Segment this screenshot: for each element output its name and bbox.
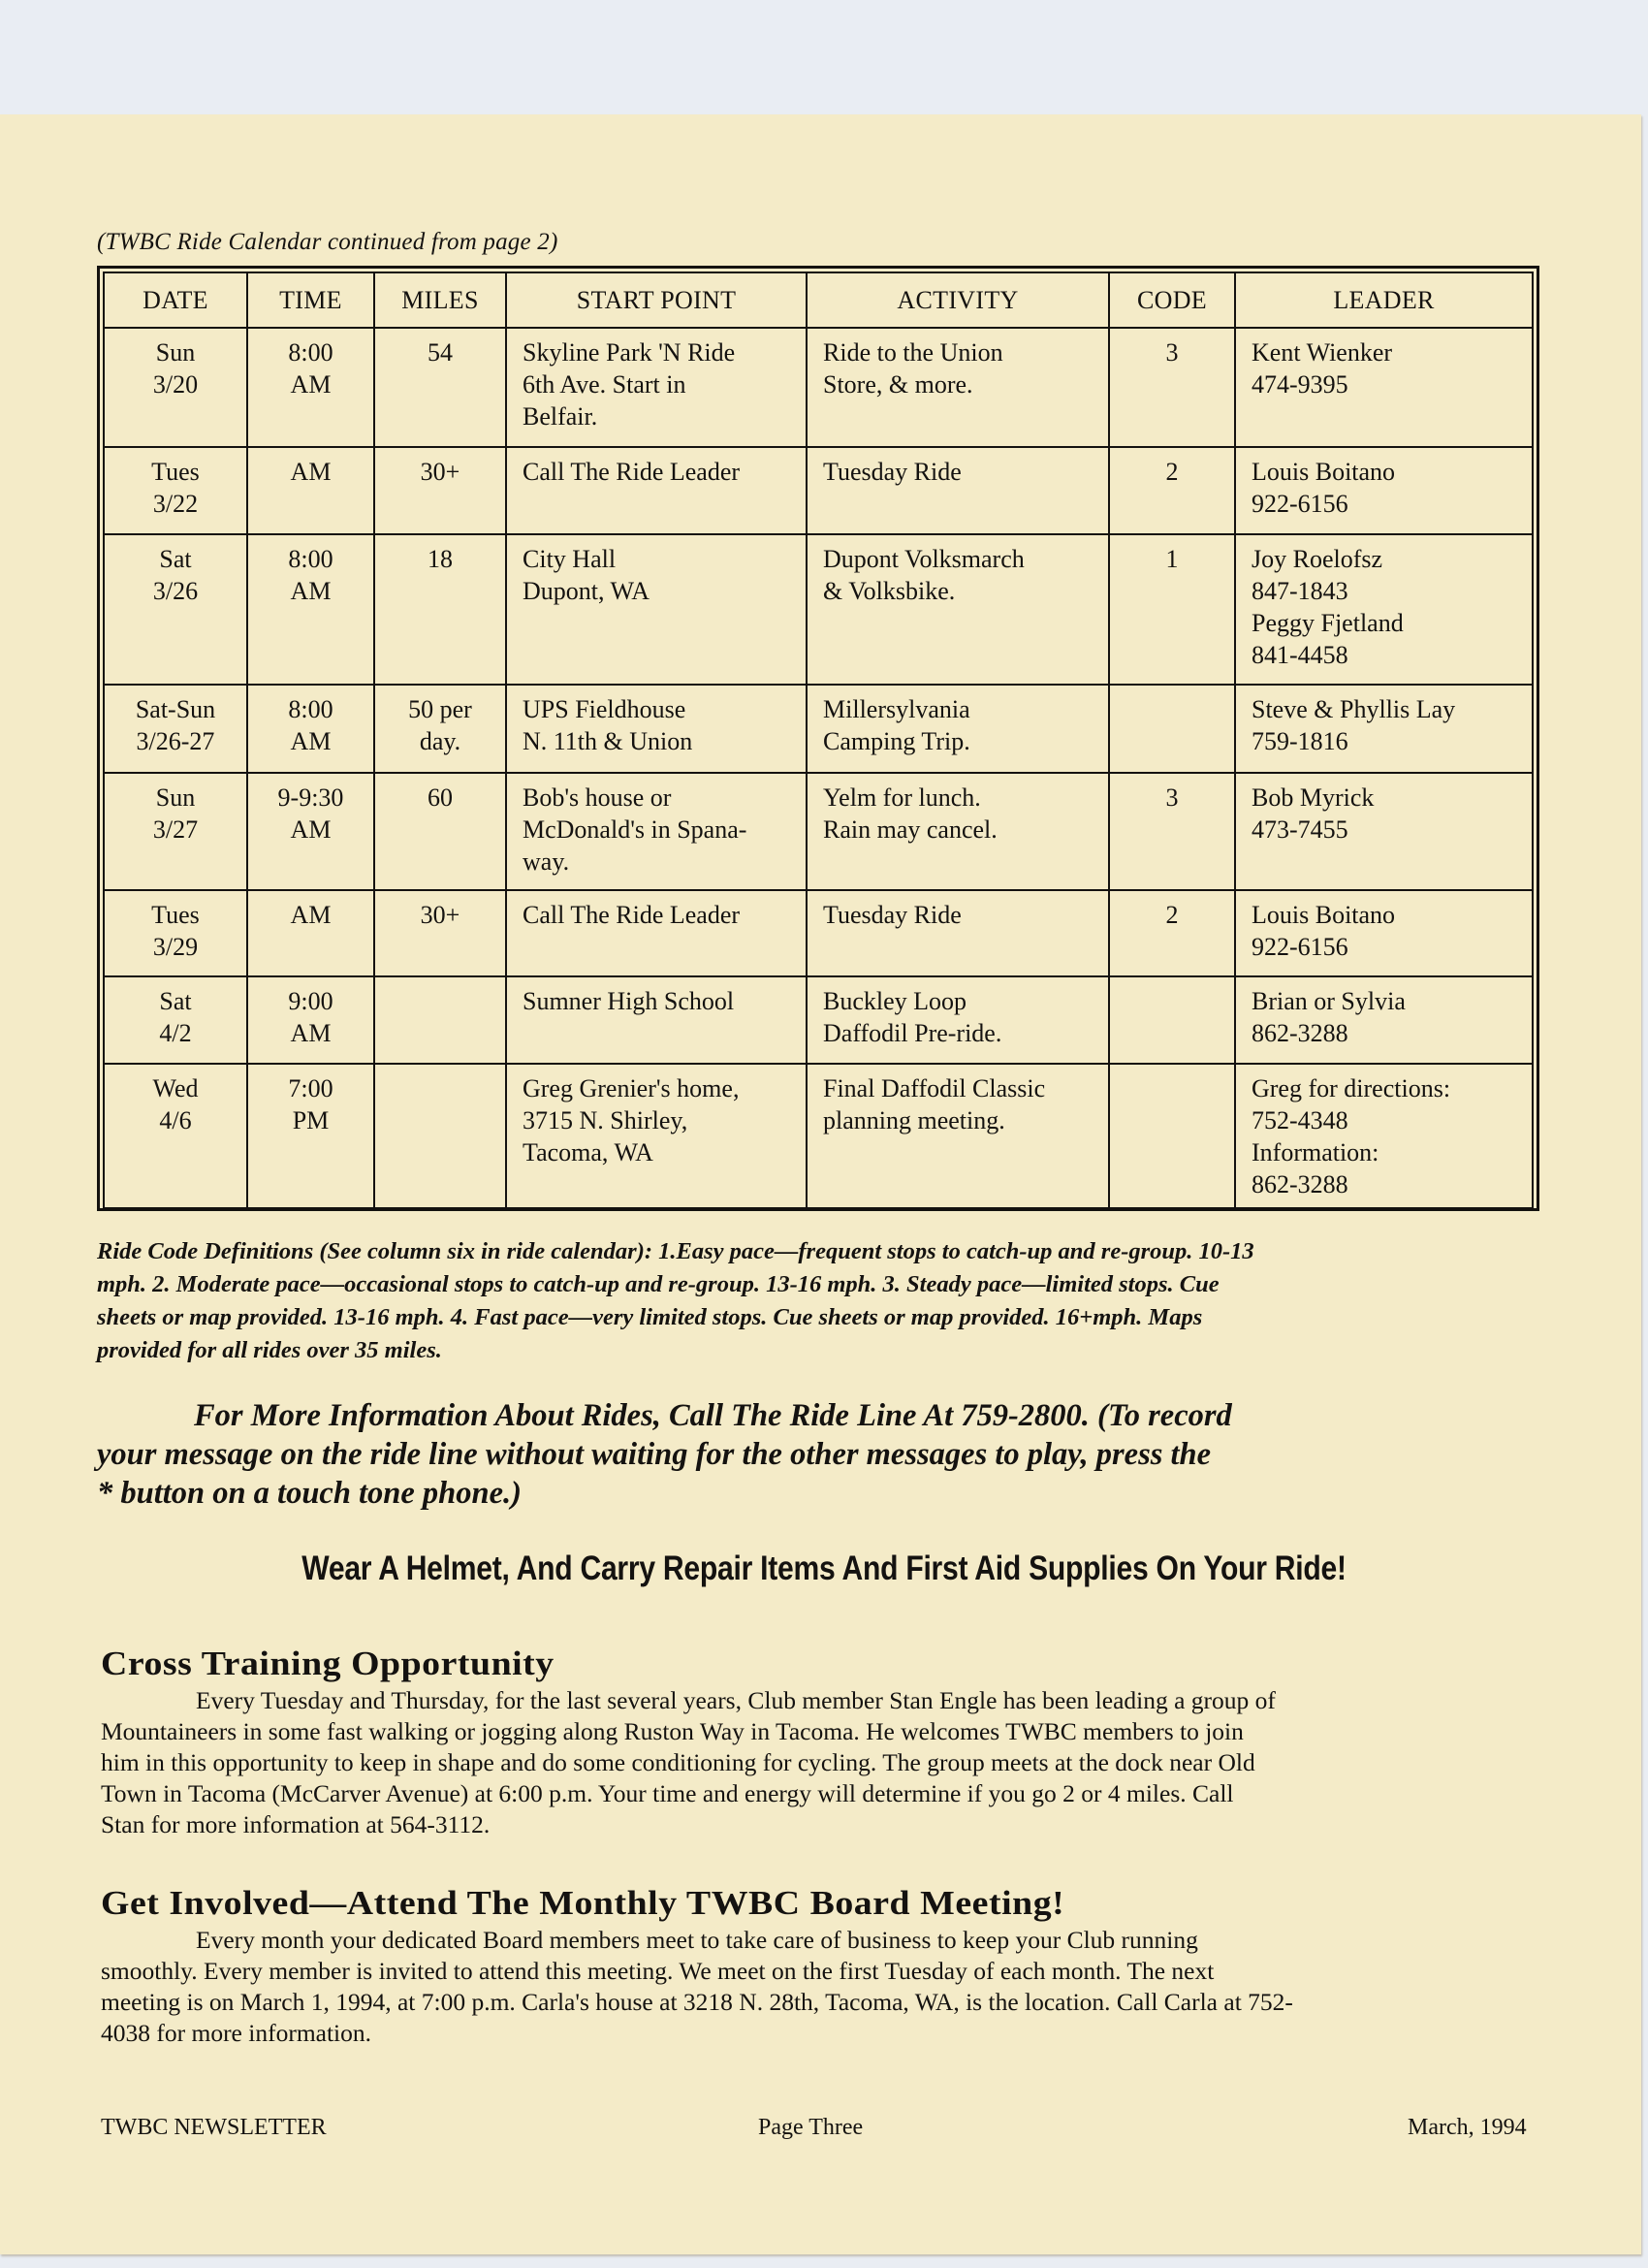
table-row: [104, 773, 1533, 890]
start-point-cell-line: way.: [523, 847, 570, 876]
code-cell-line: 2: [1165, 458, 1179, 486]
activity-cell: [807, 976, 1109, 1064]
start-point-cell: [506, 447, 807, 534]
ride-code-line: provided for all rides over 35 miles.: [97, 1337, 442, 1363]
code-cell-line: 1: [1165, 545, 1179, 573]
leader-cell-line: Peggy Fjetland: [1252, 609, 1404, 637]
start-point-cell-line: Greg Grenier's home,: [523, 1074, 740, 1102]
time-cell: [247, 447, 374, 534]
leader-cell-line: Kent Wienker: [1252, 338, 1393, 367]
leader-cell-line: 862-3288: [1252, 1170, 1348, 1198]
activity-cell: [807, 890, 1109, 976]
table-row: [104, 685, 1533, 773]
leader-cell-line: 847-1843: [1252, 577, 1348, 605]
miles-cell-line: day.: [419, 727, 461, 755]
time-cell-line: AM: [290, 370, 332, 399]
leader-cell-line: 922-6156: [1252, 933, 1348, 961]
start-point-cell-line: Call The Ride Leader: [523, 901, 741, 929]
time-cell-line: AM: [290, 727, 332, 755]
activity-cell: [807, 328, 1109, 447]
activity-cell-line: Millersylvania: [823, 695, 970, 723]
date-cell-line: 4/6: [159, 1106, 192, 1134]
date-cell-line: 3/22: [152, 490, 199, 518]
col-header-start-point: START POINT: [506, 272, 807, 328]
table-row: [104, 328, 1533, 447]
start-point-cell-line: City Hall: [523, 545, 617, 573]
activity-cell-line: Tuesday Ride: [823, 901, 962, 929]
cross-training-body: [101, 1685, 1545, 1840]
date-cell: [104, 447, 247, 534]
time-cell-line: 7:00: [288, 1074, 333, 1102]
table-row: [104, 890, 1533, 976]
table-header-row: [104, 272, 1533, 328]
miles-cell: [374, 685, 506, 773]
code-cell: [1109, 685, 1235, 773]
miles-cell-line: 54: [428, 338, 453, 367]
date-cell-line: Sat: [159, 545, 192, 573]
board-meeting-body: [101, 1925, 1545, 2049]
time-cell: [247, 773, 374, 890]
start-point-cell-line: 3715 N. Shirley,: [523, 1106, 688, 1134]
date-cell: [104, 773, 247, 890]
ride-calendar: [103, 272, 1534, 1209]
leader-cell-line: 759-1816: [1252, 727, 1348, 755]
leader-cell-line: Louis Boitano: [1252, 901, 1396, 929]
date-cell-line: Sun: [155, 338, 196, 367]
date-cell-line: Sat-Sun: [135, 695, 216, 723]
time-cell-line: 9:00: [288, 987, 333, 1015]
ride-line-text: * button on a touch tone phone.): [97, 1476, 522, 1511]
start-point-cell-line: Bob's house or: [523, 783, 672, 812]
leader-cell-line: Bob Myrick: [1252, 783, 1375, 812]
time-cell: [247, 890, 374, 976]
ride-line-text: For More Information About Rides, Call The Ride Line At 759-2800. (To record: [194, 1398, 1232, 1433]
leader-cell-line: 922-6156: [1252, 490, 1348, 518]
activity-cell-line: Rain may cancel.: [823, 815, 998, 844]
activity-cell-line: Camping Trip.: [823, 727, 970, 755]
table-row: [104, 976, 1533, 1064]
ride-code-line: Ride Code Definitions (See column six in ride calendar): 1.Easy pace—frequent stops to catch-up and re-group. 10-13: [97, 1238, 1254, 1264]
article-line: smoothly. Every member is invited to attend this meeting. We meet on the first Tuesday of each month. The next: [101, 1957, 1215, 1985]
activity-cell-line: Dupont Volksmarch: [823, 545, 1025, 573]
leader-cell: [1235, 1064, 1533, 1208]
activity-cell: [807, 685, 1109, 773]
leader-cell-line: 862-3288: [1252, 1019, 1348, 1047]
col-header-leader: LEADER: [1235, 272, 1533, 328]
article-line: Every Tuesday and Thursday, for the last several years, Club member Stan Engle has been leading a group of: [196, 1686, 1276, 1714]
date-cell: [104, 534, 247, 685]
leader-cell-line: Steve & Phyllis Lay: [1252, 695, 1456, 723]
leader-cell: [1235, 328, 1533, 447]
ride-line-text: your message on the ride line without waiting for the other messages to play, press the: [97, 1437, 1212, 1472]
date-cell-line: Tues: [151, 901, 200, 929]
time-cell: [247, 976, 374, 1064]
article-line: Mountaineers in some fast walking or jogging along Ruston Way in Tacoma. He welcomes TWBC members to join: [101, 1717, 1244, 1745]
time-cell: [247, 1064, 374, 1208]
article-line: Every month your dedicated Board members meet to take care of business to keep your Club running: [196, 1926, 1198, 1954]
code-cell: [1109, 773, 1235, 890]
col-header-date: DATE: [104, 272, 247, 328]
ride-code-definitions: [97, 1235, 1532, 1367]
ride-code-line: sheets or map provided. 13-16 mph. 4. Fast pace—very limited stops. Cue sheets or map provided. 16+mph. Maps: [97, 1304, 1203, 1330]
activity-cell-line: planning meeting.: [823, 1106, 1005, 1134]
date-cell: [104, 328, 247, 447]
miles-cell: [374, 447, 506, 534]
activity-cell: [807, 447, 1109, 534]
time-cell-line: 8:00: [288, 338, 333, 367]
date-cell-line: 4/2: [159, 1019, 192, 1047]
ride-code-line: mph. 2. Moderate pace—occasional stops to catch-up and re-group. 13-16 mph. 3. Steady pace—limited stops. Cue: [97, 1271, 1220, 1297]
miles-cell: [374, 328, 506, 447]
table-row: [104, 534, 1533, 685]
article-line: Stan for more information at 564-3112.: [101, 1810, 491, 1838]
date-cell: [104, 685, 247, 773]
date-cell-line: Sun: [155, 783, 196, 812]
activity-cell-line: Tuesday Ride: [823, 458, 962, 486]
miles-cell-line: 18: [428, 545, 453, 573]
code-cell: [1109, 447, 1235, 534]
leader-cell: [1235, 773, 1533, 890]
leader-cell: [1235, 534, 1533, 685]
miles-cell: [374, 976, 506, 1064]
start-point-cell-line: Tacoma, WA: [523, 1138, 653, 1166]
start-point-cell-line: Call The Ride Leader: [523, 458, 741, 486]
leader-cell-line: Louis Boitano: [1252, 458, 1396, 486]
code-cell-line: 3: [1165, 338, 1179, 367]
table-row: [104, 1064, 1533, 1208]
activity-cell-line: Final Daffodil Classic: [823, 1074, 1046, 1102]
board-meeting-heading: Get Involved—Attend The Monthly TWBC Board Meeting!: [101, 1884, 1065, 1922]
code-cell: [1109, 1064, 1235, 1208]
article-line: him in this opportunity to keep in shape and do some conditioning for cycling. The group meets at the dock near Old: [101, 1748, 1255, 1776]
article-line: 4038 for more information.: [101, 2019, 372, 2047]
activity-cell-line: Daffodil Pre-ride.: [823, 1019, 1002, 1047]
table-row: [104, 447, 1533, 534]
leader-cell-line: 474-9395: [1252, 370, 1348, 399]
date-cell-line: 3/20: [152, 370, 199, 399]
leader-cell-line: 473-7455: [1252, 815, 1348, 844]
code-cell: [1109, 976, 1235, 1064]
miles-cell-line: 50 per: [408, 695, 472, 723]
start-point-cell: [506, 890, 807, 976]
miles-cell: [374, 890, 506, 976]
miles-cell-line: 30+: [420, 458, 460, 486]
date-cell: [104, 890, 247, 976]
time-cell-line: 8:00: [288, 695, 333, 723]
leader-cell-line: 752-4348: [1252, 1106, 1348, 1134]
activity-cell: [807, 773, 1109, 890]
calendar-continued-caption: (TWBC Ride Calendar continued from page 2): [97, 229, 558, 255]
start-point-cell-line: Sumner High School: [523, 987, 735, 1015]
time-cell-line: AM: [290, 577, 332, 605]
date-cell-line: Sat: [159, 987, 192, 1015]
time-cell-line: 9-9:30: [277, 783, 344, 812]
start-point-cell-line: N. 11th & Union: [523, 727, 693, 755]
start-point-cell: [506, 328, 807, 447]
time-cell-line: PM: [292, 1106, 330, 1134]
col-header-miles: MILES: [374, 272, 506, 328]
code-cell: [1109, 534, 1235, 685]
start-point-cell-line: McDonald's in Spana-: [523, 815, 747, 844]
time-cell-line: AM: [290, 901, 332, 929]
leader-cell: [1235, 890, 1533, 976]
col-header-code: CODE: [1109, 272, 1235, 328]
col-header-time: TIME: [247, 272, 374, 328]
start-point-cell: [506, 773, 807, 890]
date-cell-line: 3/27: [152, 815, 199, 844]
start-point-cell: [506, 1064, 807, 1208]
start-point-cell-line: Belfair.: [523, 402, 598, 431]
col-header-activity: ACTIVITY: [807, 272, 1109, 328]
leader-cell: [1235, 447, 1533, 534]
leader-cell-line: Brian or Sylvia: [1252, 987, 1406, 1015]
article-line: Town in Tacoma (McCarver Avenue) at 6:00 p.m. Your time and energy will determine if you go 2 or 4 miles. Call: [101, 1779, 1234, 1807]
code-cell-line: 2: [1165, 901, 1179, 929]
leader-cell-line: Joy Roelofsz: [1252, 545, 1383, 573]
date-cell-line: 3/26-27: [136, 727, 215, 755]
miles-cell-line: 30+: [420, 901, 460, 929]
cross-training-heading: Cross Training Opportunity: [101, 1645, 555, 1682]
ride-line-notice: [97, 1396, 1551, 1513]
miles-cell: [374, 773, 506, 890]
time-cell-line: 8:00: [288, 545, 333, 573]
leader-cell-line: 841-4458: [1252, 641, 1348, 669]
activity-cell-line: Ride to the Union: [823, 338, 1003, 367]
time-cell-line: AM: [290, 815, 332, 844]
helmet-safety-notice: Wear A Helmet, And Carry Repair Items And First Aid Supplies On Your Ride!: [301, 1549, 1347, 1587]
miles-cell: [374, 534, 506, 685]
leader-cell-line: Information:: [1252, 1138, 1379, 1166]
start-point-cell: [506, 976, 807, 1064]
time-cell-line: AM: [290, 1019, 332, 1047]
date-cell: [104, 976, 247, 1064]
date-cell-line: 3/26: [152, 577, 199, 605]
start-point-cell: [506, 685, 807, 773]
start-point-cell: [506, 534, 807, 685]
activity-cell: [807, 1064, 1109, 1208]
date-cell-line: Tues: [151, 458, 200, 486]
footer-newsletter-name: TWBC NEWSLETTER: [101, 2115, 327, 2140]
article-line: meeting is on March 1, 1994, at 7:00 p.m. Carla's house at 3218 N. 28th, Tacoma, WA, is the location. Call Carla at 752-: [101, 1988, 1293, 2016]
activity-cell: [807, 534, 1109, 685]
miles-cell-line: 60: [428, 783, 453, 812]
activity-cell-line: Store, & more.: [823, 370, 973, 399]
start-point-cell-line: Dupont, WA: [523, 577, 650, 605]
date-cell-line: 3/29: [152, 933, 199, 961]
footer-page-number: Page Three: [758, 2115, 864, 2140]
activity-cell-line: & Volksbike.: [823, 577, 956, 605]
start-point-cell-line: 6th Ave. Start in: [523, 370, 686, 399]
activity-cell-line: Buckley Loop: [823, 987, 967, 1015]
code-cell-line: 3: [1165, 783, 1179, 812]
start-point-cell-line: Skyline Park 'N Ride: [523, 338, 736, 367]
time-cell: [247, 328, 374, 447]
date-cell: [104, 1064, 247, 1208]
leader-cell: [1235, 976, 1533, 1064]
ride-calendar-table: [97, 266, 1539, 1211]
miles-cell: [374, 1064, 506, 1208]
footer-date: March, 1994: [1408, 2115, 1527, 2140]
start-point-cell-line: UPS Fieldhouse: [523, 695, 686, 723]
leader-cell-line: Greg for directions:: [1252, 1074, 1451, 1102]
time-cell: [247, 534, 374, 685]
time-cell-line: AM: [290, 458, 332, 486]
leader-cell: [1235, 685, 1533, 773]
code-cell: [1109, 890, 1235, 976]
activity-cell-line: Yelm for lunch.: [823, 783, 981, 812]
code-cell: [1109, 328, 1235, 447]
time-cell: [247, 685, 374, 773]
date-cell-line: Wed: [152, 1074, 199, 1102]
